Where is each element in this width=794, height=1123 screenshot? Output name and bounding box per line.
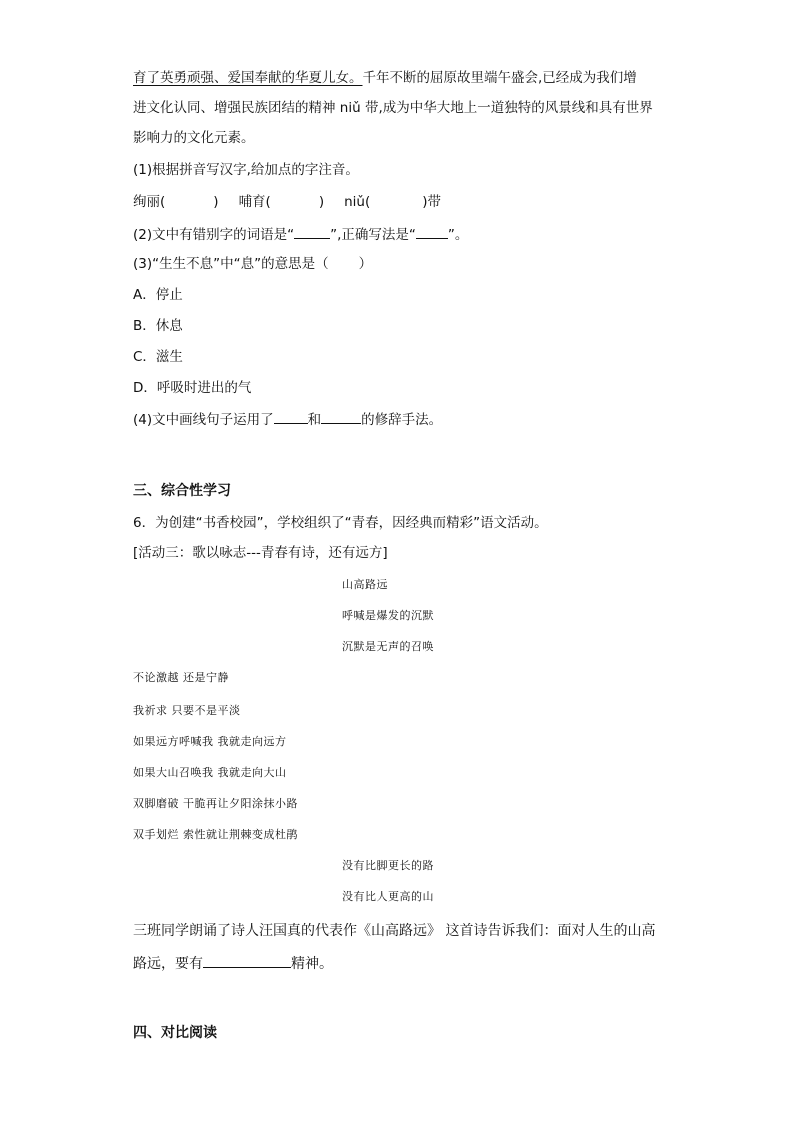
poem-line: 双脚磨破 干脆再让夕阳涂抹小路 [133, 797, 298, 810]
answer-blank[interactable] [294, 224, 330, 239]
option-b: B．休息 [133, 318, 183, 334]
answer-blank[interactable] [321, 409, 361, 424]
poem-line: 不论激越 还是宁静 [133, 671, 229, 684]
passage-line-3: 影响力的文化元素。 [133, 130, 255, 146]
question-2: (2)文中有错别字的词语是“ ”,正确写法是“ ”。 [133, 224, 468, 245]
poem-line: 如果远方呼喊我 我就走向远方 [133, 735, 287, 748]
answer-blank[interactable] [203, 953, 291, 968]
answer-blank[interactable] [416, 224, 448, 239]
question-4: (4)文中画线句子运用了 和 的修辞手法。 [133, 409, 442, 430]
option-a: A．停止 [133, 287, 183, 303]
poem-line: 没有比人更高的山 [342, 890, 434, 903]
section-3-heading: 三、综合性学习 [133, 483, 231, 499]
question-1-prompt: (1)根据拼音写汉字,给加点的字注音。 [133, 162, 359, 178]
word-2: 哺育( [238, 194, 271, 210]
question-3: (3)“生生不息”中“息”的意思是（ ） [133, 256, 373, 272]
question-6: 6．为创建“书香校园”，学校组织了“青春，因经典而精彩”语文活动。 [133, 515, 548, 531]
underlined-sentence: 育了英勇顽强、爱国奉献的华夏儿女。 [133, 70, 363, 86]
closing-line-2: 路远，要有 精神。 [133, 953, 333, 974]
passage-text: 千年不断的屈原故里端午盛会,已经成为我们增 [362, 70, 637, 86]
option-c: C．滋生 [133, 349, 183, 365]
poem-line: 沉默是无声的召唤 [342, 640, 434, 653]
answer-blank[interactable] [274, 409, 308, 424]
word-1: 绚丽( [133, 194, 166, 210]
option-d: D．呼吸时进出的气 [133, 380, 252, 396]
poem-line: 呼喊是爆发的沉默 [342, 609, 434, 622]
closing-line-1: 三班同学朗诵了诗人汪国真的代表作《山高路远》 这首诗告诉我们：面对人生的山高 [133, 923, 656, 939]
section-4-heading: 四、对比阅读 [133, 1025, 217, 1041]
poem-line: 没有比脚更长的路 [342, 859, 434, 872]
passage-line-2: 进文化认同、增强民族团结的精神 niǔ 带,成为中华大地上一道独特的风景线和具有世界 [133, 100, 653, 116]
poem-line: 双手划烂 索性就让荆棘变成杜鹃 [133, 828, 298, 841]
poem-line: 我祈求 只要不是平淡 [133, 704, 241, 717]
poem-line: 如果大山召唤我 我就走向大山 [133, 766, 287, 779]
question-1-answers: 绚丽( ) 哺育( ) niǔ( )带 [133, 194, 442, 210]
passage-line-1 [133, 68, 637, 88]
activity-title: [活动三：歌以咏志---青春有诗，还有远方] [133, 545, 388, 561]
poem-title: 山高路远 [342, 578, 388, 591]
word-3: niǔ( [344, 194, 371, 210]
